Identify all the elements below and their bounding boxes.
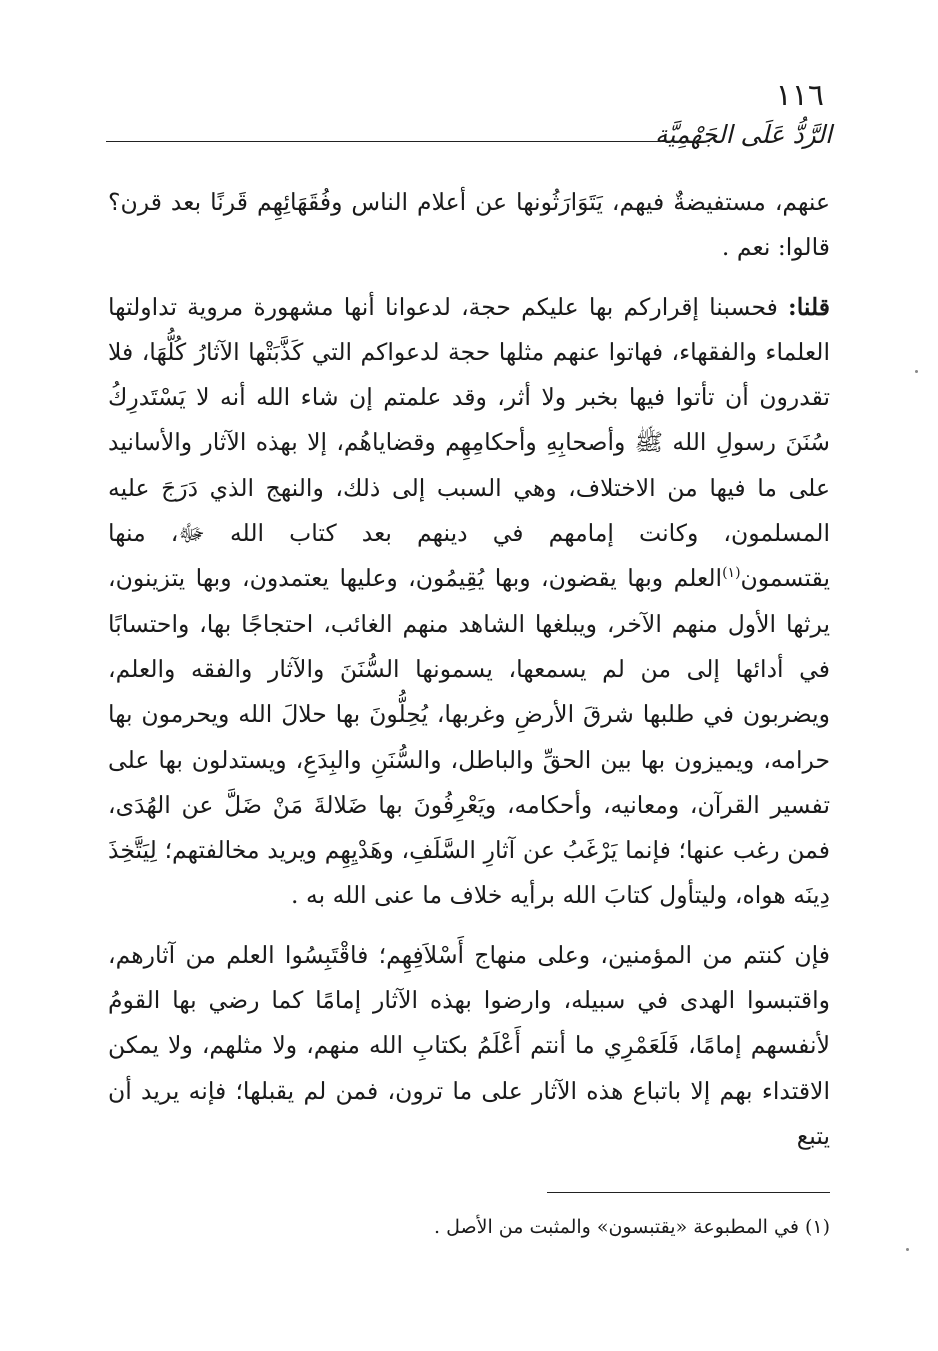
running-head	[106, 120, 832, 160]
paragraph-2-text: فحسبنا إقراركم بها عليكم حجة، لدعوانا أنها مشهورة مروية تداولتها العلماء والفقهاء، فهاتوا عنهم مثلها حجة لدعواكم التي كَذَّبَتْها الآثارُ كُلُّهَا، فلا تقدرون أن تأتوا فيها بخبر ولا أثر، وقد علمتم إن شاء الله أنه لا يَسْتَدرِكُ سُنَنَ رسولِ الله ﷺ وأصحابِهِ وأحكامِهِم وقضاياهُم، إلا بهذه الآثار والأسانيد على ما فيها من الاختلاف، وهي السبب إلى ذلك، والنهج الذي دَرَجَ عليه المسلمون، وكانت إمامهم في دينهم بعد كتاب الله ﷻ، منها يقتسمون	[108, 292, 830, 593]
footnote-separator	[547, 1192, 830, 1193]
page-number: ١١٦	[775, 78, 824, 113]
paragraph-2-text-after: العلم وبها يقضون، وبها يُقِيمُون، وعليها يعتمدون، وبها يتزينون، يرثها الأول منهم الآخر، ويبلغها الشاهد منهم الغائب، احتجاجًا بها، واحتسابًا في أدائها إلى من لم يسمعها، يسمونها السُّنَنَ والآثار والفقه والعلم، ويضربون في طلبها شرقَ الأرضِ وغربها، يُحِلُّونَ بها حلالَ الله ويحرمون بها حرامه، ويميزون بها بين الحقِّ والباطل، والسُّنَنِ والبِدَعِ، ويستدلون بها على تفسير القرآن، ومعانيه، وأحكامه، ويَعْرِفُونَ بها ضَلالةَ مَنْ ضَلَّ عن الهُدَى، فمن رغب عنها؛ فإنما يَرْغَبُ عن آثارِ السَّلَفِ، وهَدْيِهِم ويريد مخالفتهم؛ لِيَتَّخِذَ دِينَه هواه، وليتأول كتابَ الله برأيه خلاف ما عنى الله به .	[108, 564, 830, 910]
paragraph-1	[108, 180, 830, 271]
paragraph-2-lead: قلنا:	[788, 292, 830, 321]
header-rule	[106, 141, 710, 142]
footnote-ref-1[interactable]: (١)	[722, 565, 741, 582]
paragraph-3	[108, 933, 830, 1159]
paragraph-3-text: فإن كنتم من المؤمنين، وعلى منهاج أَسْلاَفِهِم؛ فاقْتَبِسُوا العلم من آثارهم، واقتبسوا الهدى في سبيله، وارضوا بهذه الآثار إمامًا كما رضي بها القومُ لأنفسهم إمامًا، فَلَعَمْرِي ما أنتم أَعْلَمُ بكتابِ الله منهم، ولا مثلهم، ولا يمكن الاقتداء بهم إلا باتباع هذه الآثار على ما ترون، فمن لم يقبلها؛ فإنه يريد أن يتبع	[108, 940, 830, 1150]
main-text	[108, 180, 830, 1159]
footnote-1: (١) في المطبوعة «يقتبسون» والمثبت من الأصل .	[434, 1216, 830, 1238]
running-title: الرَّدُّ عَلَى الجَهْمِيَّة	[654, 120, 832, 149]
scan-speck	[906, 1248, 909, 1251]
scan-speck	[915, 370, 918, 373]
paragraph-1-text: عنهم، مستفيضةٌ فيهم، يَتَوَارَثُونها عن أعلام الناس وفُقَهَائِهِم قَرنًا بعد قرن؟ قالوا: نعم .	[108, 188, 830, 262]
paragraph-2	[108, 285, 830, 919]
